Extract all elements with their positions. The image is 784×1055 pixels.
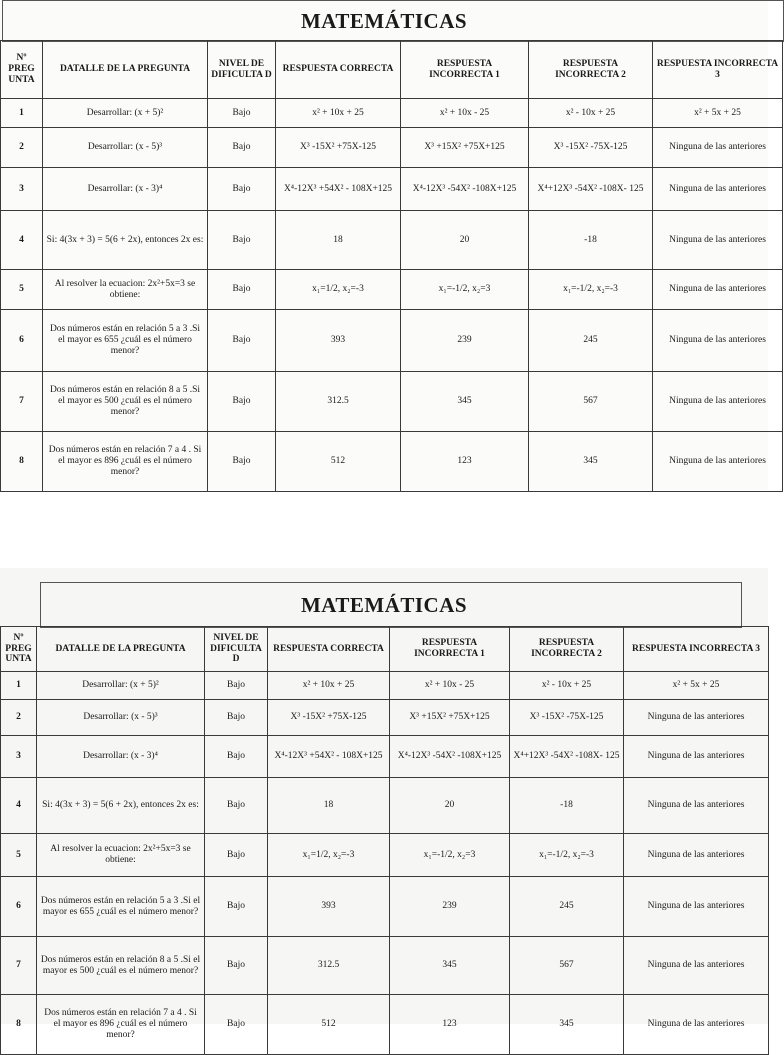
row-wrong-2: -18	[529, 211, 653, 270]
row-wrong-3: Ninguna de las anteriores	[653, 211, 783, 270]
row-wrong-2: 567	[510, 937, 624, 995]
row-level: Bajo	[208, 168, 276, 211]
document-sheet-bottom	[0, 568, 768, 1040]
row-correct: x² + 10x + 25	[268, 672, 390, 700]
row-wrong-1: 239	[390, 877, 510, 937]
row-level: Bajo	[205, 736, 268, 778]
table-header-row	[1, 41, 783, 99]
row-num: 6	[1, 877, 37, 937]
row-wrong-2: X³ -15X² -75X-125	[510, 700, 624, 736]
row-correct: X³ -15X² +75X-125	[276, 128, 401, 168]
header-wrong-1: RESPUESTA INCORRECTA 1	[390, 627, 510, 672]
row-level: Bajo	[208, 211, 276, 270]
header-correct: RESPUESTA CORRECTA	[268, 627, 390, 672]
questions-table	[0, 626, 769, 1055]
header-correct: RESPUESTA CORRECTA	[276, 41, 401, 99]
table-row	[1, 672, 769, 700]
row-correct: 312.5	[276, 372, 401, 432]
row-correct: x₁=1/2, x₂=-3	[268, 834, 390, 877]
row-wrong-2: 245	[510, 877, 624, 937]
page-title: MATEMÁTICAS	[300, 593, 468, 617]
header-wrong-1: RESPUESTA INCORRECTA 1	[401, 41, 529, 99]
page-title: MATEMÁTICAS	[300, 9, 468, 33]
row-wrong-3: Ninguna de las anteriores	[653, 310, 783, 372]
row-num: 3	[1, 736, 37, 778]
row-wrong-3: Ninguna de las anteriores	[653, 372, 783, 432]
row-wrong-1: 123	[390, 995, 510, 1055]
row-question: Desarrollar: (x + 5)²	[43, 99, 208, 128]
row-wrong-3: Ninguna de las anteriores	[624, 778, 769, 834]
row-correct: x² + 10x + 25	[276, 99, 401, 128]
row-level: Bajo	[208, 99, 276, 128]
table-row	[1, 211, 783, 270]
document-sheet-top	[0, 0, 779, 490]
row-correct: 512	[276, 432, 401, 492]
table-row	[1, 877, 769, 937]
row-level: Bajo	[208, 372, 276, 432]
row-wrong-2: 345	[510, 995, 624, 1055]
row-level: Bajo	[205, 995, 268, 1055]
row-question: Si: 4(3x + 3) = 5(6 + 2x), entonces 2x es:	[37, 778, 205, 834]
row-level: Bajo	[208, 128, 276, 168]
header-wrong-3: RESPUESTA INCORRECTA 3	[653, 41, 783, 99]
row-num: 8	[1, 432, 43, 492]
row-question: Desarrollar: (x - 3)⁴	[37, 736, 205, 778]
row-level: Bajo	[205, 834, 268, 877]
row-wrong-3: Ninguna de las anteriores	[624, 937, 769, 995]
row-wrong-1: x₁=-1/2, x₂=3	[390, 834, 510, 877]
table-row	[1, 700, 769, 736]
table-row	[1, 99, 783, 128]
row-wrong-3: Ninguna de las anteriores	[624, 995, 769, 1055]
row-num: 1	[1, 672, 37, 700]
row-correct: 512	[268, 995, 390, 1055]
row-wrong-2: -18	[510, 778, 624, 834]
row-question: Desarrollar: (x - 5)³	[43, 128, 208, 168]
row-question: Si: 4(3x + 3) = 5(6 + 2x), entonces 2x es:	[43, 211, 208, 270]
row-correct: 18	[276, 211, 401, 270]
row-question: Dos números están en relación 8 a 5 .Si el mayor es 500 ¿cuál es el número menor?	[43, 372, 208, 432]
row-wrong-2: x₁=-1/2, x₂=-3	[510, 834, 624, 877]
row-level: Bajo	[208, 310, 276, 372]
table-row	[1, 778, 769, 834]
row-level: Bajo	[205, 877, 268, 937]
row-wrong-2: x₁=-1/2, x₂=-3	[529, 270, 653, 310]
row-question: Al resolver la ecuacion: 2x²+5x=3 se obtiene:	[43, 270, 208, 310]
row-correct: 393	[276, 310, 401, 372]
row-wrong-1: 20	[401, 211, 529, 270]
header-wrong-2: RESPUESTA INCORRECTA 2	[529, 41, 653, 99]
table-row	[1, 995, 769, 1055]
row-wrong-1: 345	[401, 372, 529, 432]
row-question: Dos números están en relación 7 a 4 . Si el mayor es 896 ¿cuál es el número menor?	[43, 432, 208, 492]
row-num: 3	[1, 168, 43, 211]
row-wrong-1: x² + 10x - 25	[401, 99, 529, 128]
row-level: Bajo	[205, 937, 268, 995]
row-wrong-3: Ninguna de las anteriores	[653, 168, 783, 211]
table-row	[1, 310, 783, 372]
row-wrong-3: Ninguna de las anteriores	[653, 432, 783, 492]
row-wrong-1: 345	[390, 937, 510, 995]
row-wrong-2: X³ -15X² -75X-125	[529, 128, 653, 168]
row-wrong-2: X⁴+12X³ -54X² -108X- 125	[510, 736, 624, 778]
row-wrong-2: 345	[529, 432, 653, 492]
row-correct: X⁴-12X³ +54X² - 108X+125	[276, 168, 401, 211]
row-num: 5	[1, 834, 37, 877]
row-wrong-1: X⁴-12X³ -54X² -108X+125	[401, 168, 529, 211]
table-row	[1, 168, 783, 211]
row-wrong-3: Ninguna de las anteriores	[624, 700, 769, 736]
row-question: Desarrollar: (x + 5)²	[37, 672, 205, 700]
table-header-row	[1, 627, 769, 672]
table-row	[1, 270, 783, 310]
row-level: Bajo	[205, 672, 268, 700]
row-level: Bajo	[208, 432, 276, 492]
row-wrong-1: X³ +15X² +75X+125	[390, 700, 510, 736]
row-question: Dos números están en relación 5 a 3 .Si el mayor es 655 ¿cuál es el número menor?	[43, 310, 208, 372]
row-wrong-3: x² + 5x + 25	[653, 99, 783, 128]
row-num: 7	[1, 937, 37, 995]
row-correct: X⁴-12X³ +54X² - 108X+125	[268, 736, 390, 778]
row-correct: x₁=1/2, x₂=-3	[276, 270, 401, 310]
header-level: NIVEL DE DIFICULTA D	[208, 41, 276, 99]
row-wrong-3: Ninguna de las anteriores	[624, 736, 769, 778]
row-num: 4	[1, 778, 37, 834]
row-wrong-3: Ninguna de las anteriores	[653, 270, 783, 310]
header-wrong-2: RESPUESTA INCORRECTA 2	[510, 627, 624, 672]
row-num: 5	[1, 270, 43, 310]
row-wrong-1: x₁=-1/2, x₂=3	[401, 270, 529, 310]
row-correct: 312.5	[268, 937, 390, 995]
row-wrong-1: 20	[390, 778, 510, 834]
row-num: 1	[1, 99, 43, 128]
row-correct: 393	[268, 877, 390, 937]
row-wrong-1: 123	[401, 432, 529, 492]
row-wrong-2: X⁴+12X³ -54X² -108X- 125	[529, 168, 653, 211]
row-num: 4	[1, 211, 43, 270]
table-row	[1, 372, 783, 432]
row-wrong-2: x² - 10x + 25	[529, 99, 653, 128]
row-question: Dos números están en relación 7 a 4 . Si el mayor es 896 ¿cuál es el número menor?	[37, 995, 205, 1055]
table-row	[1, 432, 783, 492]
row-num: 7	[1, 372, 43, 432]
row-wrong-3: Ninguna de las anteriores	[624, 877, 769, 937]
row-question: Desarrollar: (x - 5)³	[37, 700, 205, 736]
row-question: Dos números están en relación 5 a 3 .Si el mayor es 655 ¿cuál es el número menor?	[37, 877, 205, 937]
row-wrong-3: Ninguna de las anteriores	[624, 834, 769, 877]
header-level: NIVEL DE DIFICULTA D	[205, 627, 268, 672]
row-wrong-3: x² + 5x + 25	[624, 672, 769, 700]
row-num: 2	[1, 700, 37, 736]
table-row	[1, 736, 769, 778]
table-row	[1, 834, 769, 877]
row-wrong-2: 567	[529, 372, 653, 432]
row-num: 8	[1, 995, 37, 1055]
row-wrong-3: Ninguna de las anteriores	[653, 128, 783, 168]
header-num: Nº PREG UNTA	[1, 627, 37, 672]
row-wrong-2: x² - 10x + 25	[510, 672, 624, 700]
row-level: Bajo	[205, 778, 268, 834]
row-wrong-1: X⁴-12X³ -54X² -108X+125	[390, 736, 510, 778]
row-question: Dos números están en relación 8 a 5 .Si el mayor es 500 ¿cuál es el número menor?	[37, 937, 205, 995]
row-level: Bajo	[208, 270, 276, 310]
row-correct: X³ -15X² +75X-125	[268, 700, 390, 736]
questions-table	[0, 40, 783, 492]
table-row	[1, 937, 769, 995]
row-wrong-1: x² + 10x - 25	[390, 672, 510, 700]
header-question: DATALLE DE LA PREGUNTA	[37, 627, 205, 672]
row-question: Al resolver la ecuacion: 2x²+5x=3 se obtiene:	[37, 834, 205, 877]
row-correct: 18	[268, 778, 390, 834]
header-wrong-3: RESPUESTA INCORRECTA 3	[624, 627, 769, 672]
table-row	[1, 128, 783, 168]
header-num: Nº PREG UNTA	[1, 41, 43, 99]
row-level: Bajo	[205, 700, 268, 736]
row-num: 6	[1, 310, 43, 372]
row-wrong-1: X³ +15X² +75X+125	[401, 128, 529, 168]
row-question: Desarrollar: (x - 3)⁴	[43, 168, 208, 211]
header-question: DATALLE DE LA PREGUNTA	[43, 41, 208, 99]
row-wrong-1: 239	[401, 310, 529, 372]
row-num: 2	[1, 128, 43, 168]
row-wrong-2: 245	[529, 310, 653, 372]
